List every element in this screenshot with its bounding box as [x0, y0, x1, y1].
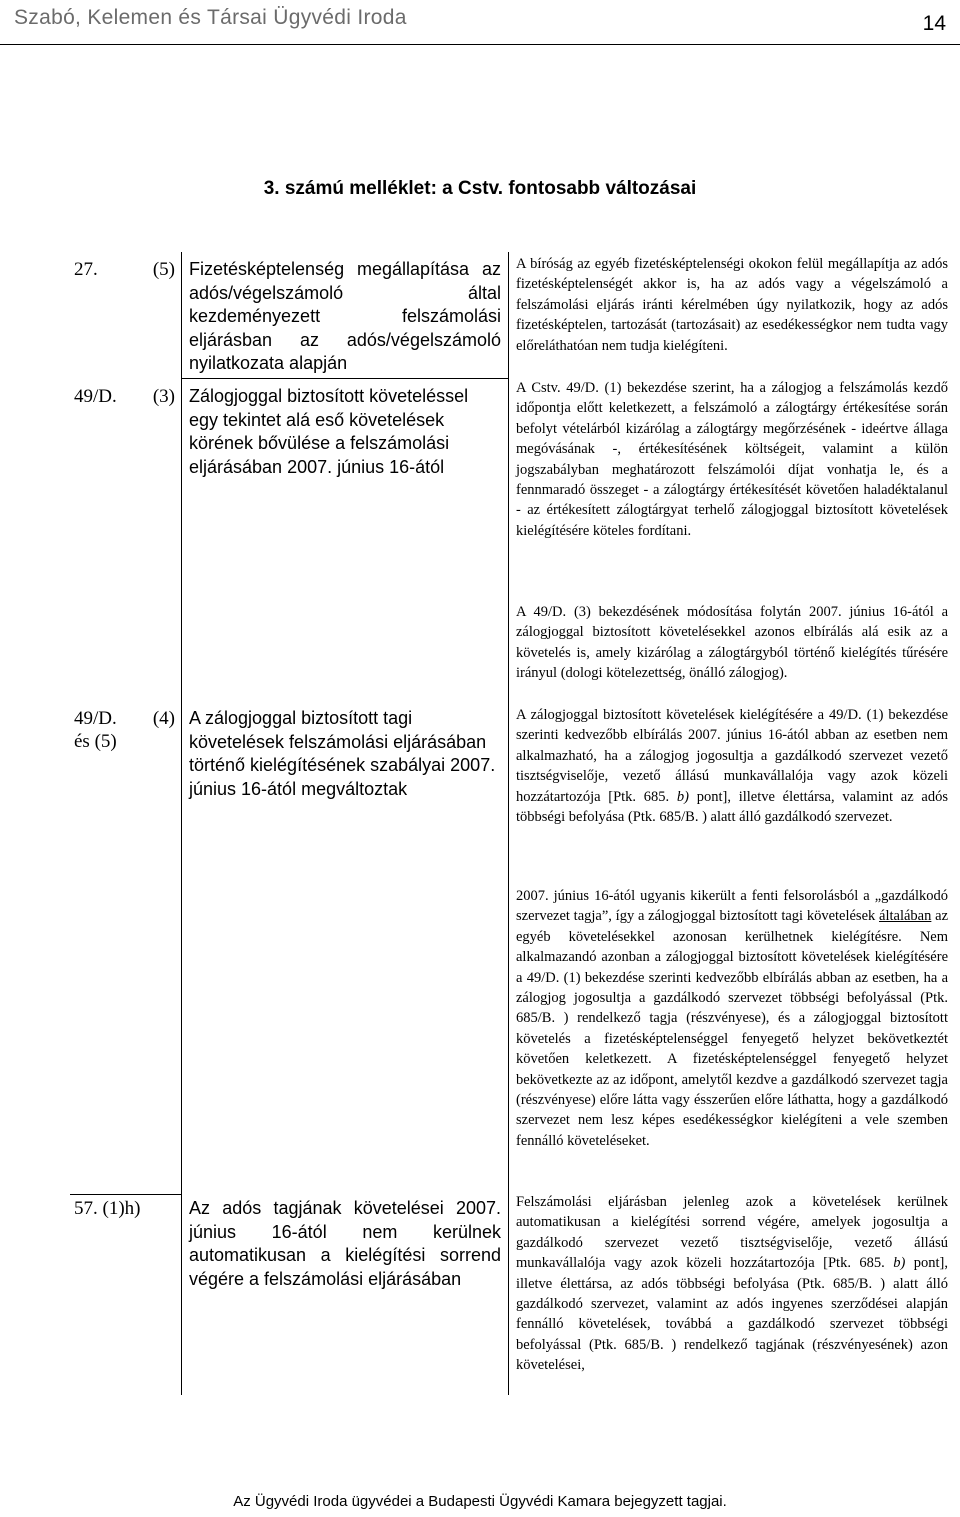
row-1-description: A bíróság az egyéb fizetésképtelenségi okokon felül megállapítja az adós fizetésképtelenségét akkor is, ha az adós vagy a végelszámoló a felszámolási eljárás iránti kérelmében úgy nyilatkozik, hogy az adós fizetésképtelen, tartozását (tartozásait) az esedékességkor nem tudta vagy előreláthatóan nem tudja kielégíteni. [516, 256, 948, 354]
row-2-description-1: A Cstv. 49/D. (1) bekezdése szerint, ha a zálogjog a felszámolás kezdő időpontja előtt keletkezett, a felszámoló a zálogtárgy értékesítése során befolyt vételárból kizárólag a zálogtárgy megőrzésének - ideértve állaga megóvásának -, értékesítésének költségeit, valamint a külön jogszabályban meghatározott felszámolói díjat vonhatja le, és a fennmaradó összeget - a zálogtárgy értékesítését követően haladéktalanul - az értékesített zálogtárgyat terhelő zálogjoggal biztosított követelések kielégítésére köteles fordítani. [516, 380, 948, 539]
page-number: 14 [922, 12, 946, 35]
row-2-description-2: A 49/D. (3) bekezdésének módosítása folytán 2007. június 16-ától a zálogjoggal biztosított követelésekkel azonos elbírálás alá esik az a követelés is, amely kizárólag a zálogtárgyból történő kielégítés tűrésére irányul (dologi kötelezettség, önálló zálogjog). [516, 604, 948, 682]
row-3-description-2-text-b: általában [879, 908, 932, 925]
row-4-reference: 57. (1)h) [74, 1198, 141, 1219]
table-column-divider-2 [508, 252, 509, 1395]
row-3-topic: A zálogjoggal biztosított tagi követelések felszámolási eljárásában történő kielégítésének szabályai 2007. június 16-ától megváltoztak [189, 708, 496, 799]
row-4-description-text-a: Felszámolási eljárásban jelenleg azok a követelések kerülnek automatikusan a kielégítési sorrend végére, amelyek jogosultja a gazdálkodó szervezet vezető tisztségviselője, vezető állású munkavállalója vagy azok közeli hozzátartozója [Ptk. 685. [516, 1194, 948, 1272]
row-3-description-2-text-a: 2007. június 16-ától ugyanis kikerült a fenti felsorolásból a „gazdálkodó szervezet tagja”, így a zálogjoggal biztosított tagi követelések [516, 888, 948, 925]
firm-name: Szabó, Kelemen és Társai Ügyvédi Iroda [14, 6, 407, 29]
row-3-description-2 [516, 886, 948, 1151]
row-4-description [516, 1192, 948, 1376]
header-divider [0, 44, 960, 45]
row-2-reference: 49/D. (3) [74, 386, 175, 407]
row-4-description-text-b: b) [893, 1255, 906, 1272]
row-divider-1 [181, 378, 508, 379]
document-title: 3. számú melléklet: a Cstv. fontosabb változásai [263, 178, 697, 199]
row-1-topic: Fizetésképtelenség megállapítása az adós/végelszámoló által kezdeményezett felszámolási eljárásban az adós/végelszámoló nyilatkozata alapján [189, 259, 501, 373]
row-divider-3 [70, 1194, 181, 1195]
row-2-topic: Zálogjoggal biztosított követeléssel egy tekintet alá eső követelések körének bővülése a felszámolási eljárásában 2007. június 16-ától [189, 386, 469, 477]
row-3-description-1-text-b: b) [676, 788, 689, 805]
row-3-description-1-text-a: A zálogjoggal biztosított követelések kielégítésére a 49/D. (1) bekezdése szerinti kedvezőbb elbírálás 2007. június 16-ától abban az esetben nem alkalmazható, ha a zálogjog jogosultja a gazdálkodó szervezet vezető tisztségviselője, vezető állású munkavállalója vagy azok közeli hozzátartozója [Ptk. 685. [516, 707, 948, 805]
footer-note: Az Ügyvédi Iroda ügyvédei a Budapesti Ügyvédi Kamara bejegyzett tagjai. [233, 1493, 727, 1510]
row-3-description-2-text-c: az egyéb követelésekkel azonosan kerülhetnek kielégítésre. Nem alkalmazandó azonban a zálogjoggal biztosított követelések kielégítésére a 49/D. (1) bekezdése szerinti kedvezőbb elbírálás abban az esetben, ha a zálogjog jogosultja a gazdálkodó szervezet többségi befolyással (Ptk. 685/B. ) rendelkező tagja (részvényese), és a zálogjoggal biztosított követelés a fizetésképtelenséggel fenyegető helyzet bekövetkeztét követően keletkezett. A fizetésképtelenséggel fenyegető helyzet bekövetkezte az az időpont, amelytől kezdve a gazdálkodó szervezet tagja (részvényese) előre látta vagy ésszerűen előre láthatta, hogy a gazdálkodó szervezet nem lesz képes esedékességkor kielégíteni a vele szemben fennálló követeléseket. [516, 908, 949, 1149]
row-4-description-text-c: pont], illetve élettársa, az adós többségi befolyása (Ptk. 685/B. ) alatt álló gazdálkodó szervezet, valamint az adós ingyenes szerződései alapján fennálló követelések, továbbá a gazdálkodó szervezet többségi befolyással (Ptk. 685/B. ) rendelkező tagjának (részvényesének) azon követelései, [516, 1255, 949, 1374]
row-3-description-1 [516, 705, 948, 827]
row-3-description-1-text-c: pont], illetve élettársa, valamint az adós többségi befolyása (Ptk. 685/B. ) alatt álló gazdálkodó szervezet. [516, 788, 948, 826]
row-3-reference-cont: és (5) [74, 731, 117, 752]
row-1-reference: 27. (5) [74, 259, 175, 280]
row-3-reference: 49/D. (4) [74, 708, 175, 729]
table-column-divider-1 [181, 252, 182, 1395]
row-4-topic: Az adós tagjának követelései 2007. június 16-ától nem kerülnek automatikusan a kielégítési sorrend végére a felszámolási eljárásában [189, 1198, 501, 1289]
